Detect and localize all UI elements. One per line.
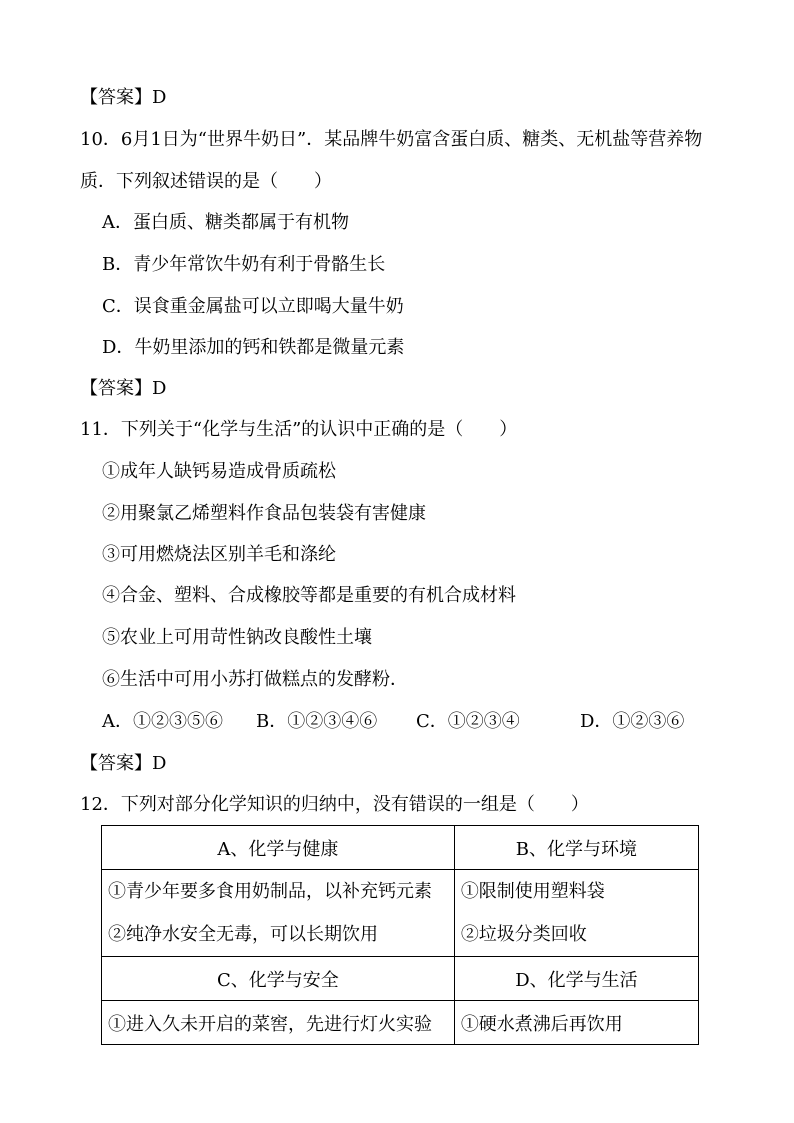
table-item-a-2: ②纯净水安全无毒，可以长期饮用: [108, 924, 378, 945]
table-item-b-1: ①限制使用塑料袋: [460, 881, 605, 902]
question-11-stem: 11．下列关于“化学与生活”的认识中正确的是（ ）: [80, 419, 518, 440]
question-11-statement-6: ⑥生活中可用小苏打做糕点的发酵粉．: [102, 669, 408, 690]
question-11-statement-3: ③可用燃烧法区别羊毛和涤纶: [102, 544, 336, 565]
question-10-line-2: 质．下列叙述错误的是（ ）: [80, 171, 332, 192]
question-10-option-b: B．青少年常饮牛奶有利于骨骼生长: [102, 254, 386, 275]
question-11-statement-2: ②用聚氯乙烯塑料作食品包装袋有害健康: [102, 503, 426, 524]
table-row: [102, 1001, 699, 1045]
answer-label-q11: 【答案】D: [80, 753, 167, 774]
question-11-statement-5: ⑤农业上可用苛性钠改良酸性土壤: [102, 627, 372, 648]
table-item-d-1: ①硬水煮沸后再饮用: [454, 1001, 698, 1045]
table-item-b-2: ②垃圾分类回收: [460, 924, 587, 945]
question-11-statement-1: ①成年人缺钙易造成骨质疏松: [102, 461, 336, 482]
question-11-choice-b: B．①②③④⑥: [256, 711, 378, 732]
table-row: [102, 870, 699, 957]
knowledge-table: [101, 825, 699, 1045]
table-item-c-1: ①进入久未开启的菜窖，先进行灯火实验: [102, 1001, 455, 1045]
table-header-c: C、化学与安全: [102, 957, 455, 1001]
question-11-choice-c: C．①②③④: [416, 711, 520, 732]
question-10-option-d: D．牛奶里添加的钙和铁都是微量元素: [102, 337, 405, 358]
table-header-d: D、化学与生活: [454, 957, 698, 1001]
question-10-option-a: A．蛋白质、糖类都属于有机物: [102, 212, 349, 233]
table-item-a-1: ①青少年要多食用奶制品，以补充钙元素: [108, 881, 432, 902]
table-row: [102, 826, 699, 870]
table-row: [102, 957, 699, 1001]
question-11-choice-d: D．①②③⑥: [580, 711, 685, 732]
answer-label-q9: 【答案】D: [80, 87, 167, 108]
question-10-line-1: 10．6月1日为“世界牛奶日”．某品牌牛奶富含蛋白质、糖类、无机盐等营养物: [80, 129, 703, 150]
question-11-choice-a: A．①②③⑤⑥: [102, 711, 223, 732]
table-cell-a: [102, 870, 455, 957]
answer-label-q10: 【答案】D: [80, 378, 167, 399]
table-header-b: B、化学与环境: [454, 826, 698, 870]
table-cell-b: [454, 870, 698, 957]
table-header-a: A、化学与健康: [102, 826, 455, 870]
question-12-stem: 12．下列对部分化学知识的归纳中，没有错误的一组是（ ）: [80, 794, 589, 815]
question-11-statement-4: ④合金、塑料、合成橡胶等都是重要的有机合成材料: [102, 585, 516, 606]
question-10-option-c: C．误食重金属盐可以立即喝大量牛奶: [102, 296, 404, 317]
